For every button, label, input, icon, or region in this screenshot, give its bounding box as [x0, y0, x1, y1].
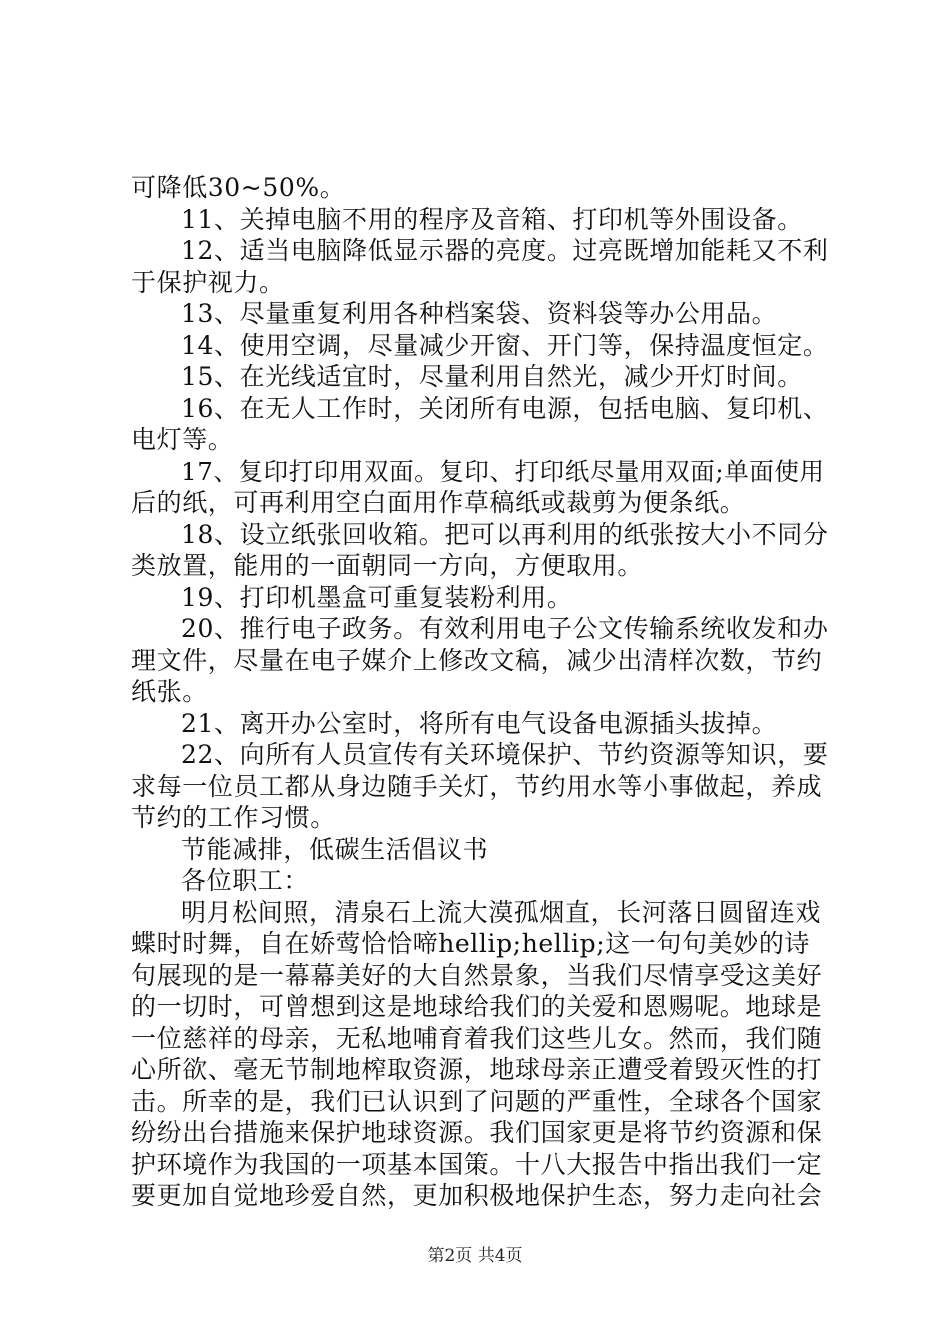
- text-line: 击。所幸的是，我们已认识到了问题的严重性，全球各个国家: [131, 1086, 823, 1116]
- text-line: 11、关掉电脑不用的程序及音箱、打印机等外围设备。: [181, 204, 803, 234]
- text-line: 明月松间照，清泉石上流大漠孤烟直，长河落日圆留连戏: [181, 897, 822, 927]
- text-line: 12、适当电脑降低显示器的亮度。过亮既增加能耗又不利: [181, 236, 829, 265]
- text-line: 纷纷出台措施来保护地球资源。我们国家更是将节约资源和保: [131, 1118, 823, 1147]
- text-line: 句展现的是一幕幕美好的大自然景象，当我们尽情享受这美好: [131, 960, 823, 990]
- text-line: 要更加自觉地珍爱自然，更加积极地保护生态，努力走向社会: [131, 1181, 823, 1210]
- text-line: 一位慈祥的母亲，无私地哺育着我们这些儿女。然而，我们随: [131, 1023, 823, 1053]
- text-line: 心所欲、毫无节制地榨取资源，地球母亲正遭受着毁灭性的打: [131, 1055, 823, 1084]
- text-line: 护环境作为我国的一项基本国策。十八大报告中指出我们一定: [131, 1149, 823, 1179]
- text-line: 的一切时，可曾想到这是地球给我们的关爱和恩赐呢。地球是: [131, 992, 823, 1021]
- text-line: 各位职工：: [181, 866, 310, 895]
- text-line: 类放置，能用的一面朝同一方向，方便取用。: [131, 551, 644, 580]
- text-line: 节能减排，低碳生活倡议书: [181, 834, 489, 864]
- document-body: [131, 172, 831, 1212]
- text-line: 纸张。: [131, 677, 208, 706]
- text-line: 21、离开办公室时，将所有电气设备电源插头拔掉。: [181, 708, 778, 738]
- text-line: 可降低30~50%。: [131, 173, 346, 202]
- text-line: 18、设立纸张回收箱。把可以再利用的纸张按大小不同分: [181, 519, 829, 549]
- text-line: 17、复印打印用双面。复印、打印纸尽量用双面;单面使用: [181, 456, 825, 486]
- text-line: 理文件，尽量在电子媒介上修改文稿，减少出清样次数，节约: [131, 645, 823, 675]
- text-line: 19、打印机墨盒可重复装粉利用。: [181, 582, 573, 612]
- text-line: 节约的工作习惯。: [131, 803, 336, 832]
- text-line: 20、推行电子政务。有效利用电子公文传输系统收发和办: [181, 614, 829, 643]
- text-line: 22、向所有人员宣传有关环境保护、节约资源等知识，要: [181, 740, 829, 769]
- text-line: 后的纸，可再利用空白面用作草稿纸或裁剪为便条纸。: [131, 488, 746, 517]
- text-line: 14、使用空调，尽量减少开窗、开门等，保持温度恒定。: [181, 330, 829, 360]
- text-line: 15、在光线适宜时，尽量利用自然光，减少开灯时间。: [181, 362, 803, 391]
- text-line: 13、尽量重复利用各种档案袋、资料袋等办公用品。: [181, 299, 778, 328]
- text-line: 电灯等。: [131, 425, 234, 454]
- text-line: 求每一位员工都从身边随手关灯，节约用水等小事做起，养成: [131, 771, 823, 801]
- page-footer: 第2页 共4页: [427, 1246, 523, 1266]
- text-line: 蝶时时舞，自在娇莺恰恰啼hellip;hellip;这一句句美妙的诗: [131, 929, 811, 958]
- text-line: 16、在无人工作时，关闭所有电源，包括电脑、复印机、: [181, 393, 829, 423]
- text-line: 于保护视力。: [131, 267, 285, 297]
